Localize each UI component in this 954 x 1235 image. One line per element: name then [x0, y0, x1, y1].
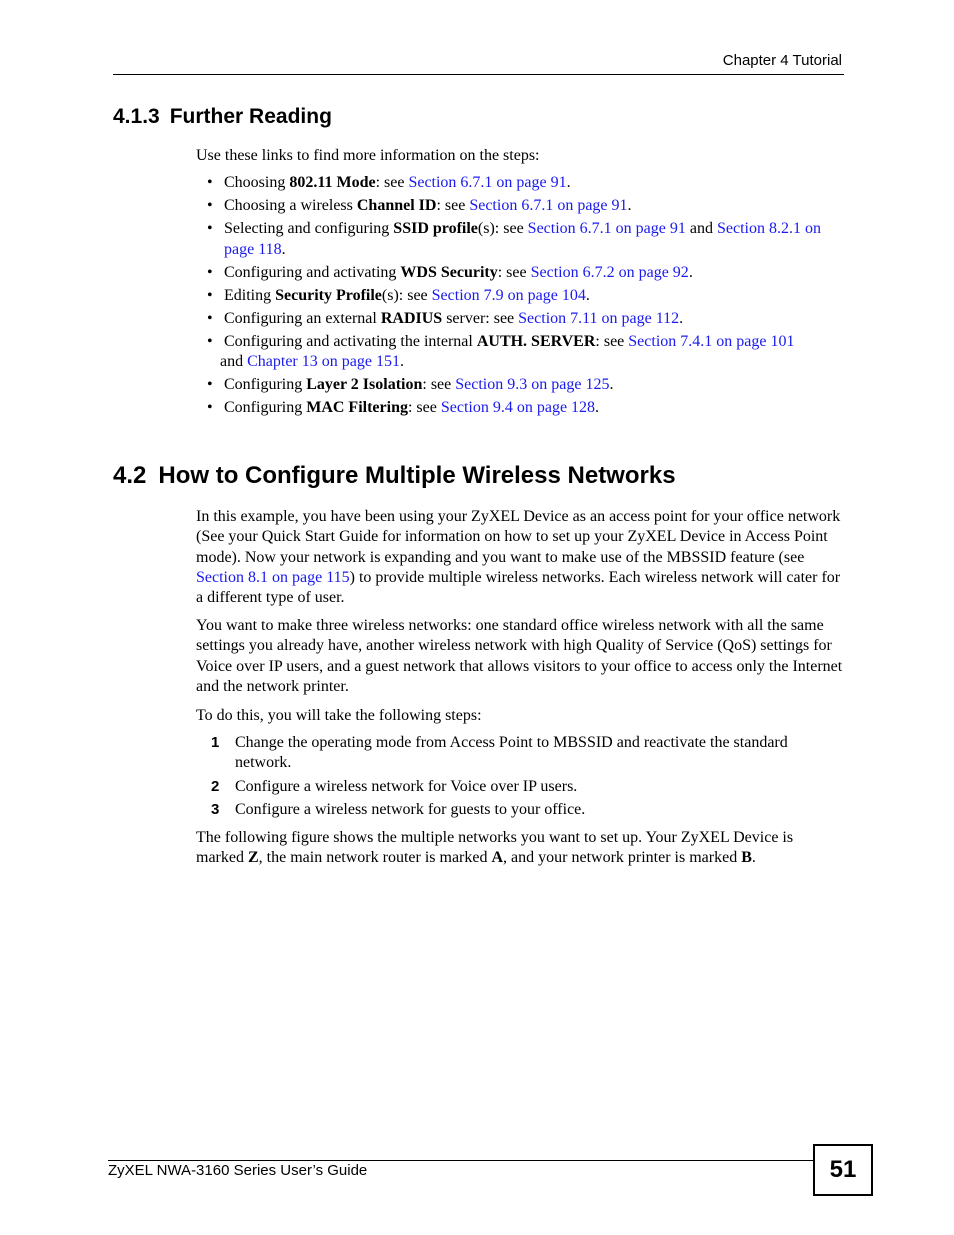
list-item: 1 Change the operating mode from Access Point to MBSSID and reactivate the standard network. — [211, 734, 788, 772]
cross-reference-link[interactable]: Section 6.7.1 on page 91 — [469, 197, 628, 214]
cross-reference-link[interactable]: Section 6.7.2 on page 92 — [530, 263, 689, 281]
header-rule — [113, 74, 844, 75]
cross-reference-link[interactable]: Section 9.3 on page 125 — [455, 376, 610, 393]
cross-reference-link[interactable]: Section 8.1 on page 115 — [196, 568, 350, 586]
section-number: 4.2 — [113, 462, 147, 489]
list-item: • Configuring and activating the internal AUTH. SERVER: see Section 7.4.1 on page 101 and Chapter 13 on page 151. — [206, 332, 846, 373]
steps-list — [211, 733, 841, 823]
running-footer: ZyXEL NWA-3160 Series User’s Guide — [108, 1162, 368, 1179]
footer-rule — [108, 1160, 814, 1161]
list-item: • Configuring an external RADIUS server: see Section 7.11 on page 112. — [206, 309, 846, 330]
cross-reference-link[interactable]: Section 6.7.1 on page 91 — [408, 174, 567, 191]
body-paragraph: You want to make three wireless networks: one standard office wireless network with all the same settings you already have, another wireless network with high Quality of Service (QoS) settings for Voice over IP users, and a guest network that allows visitors to your office to access only the Internet and the network printer. — [196, 617, 843, 695]
running-header: Chapter 4 Tutorial — [722, 52, 842, 69]
section-title: How to Configure Multiple Wireless Networks — [158, 462, 676, 489]
further-reading-list — [206, 173, 846, 421]
body-paragraph: The following figure shows the multiple networks you want to set up. Your ZyXEL Device is marked Z, the main network router is marked A, and your network printer is marked B. — [196, 829, 794, 867]
page-number: 51 — [813, 1144, 873, 1196]
list-item: • Choosing 802.11 Mode: see Section 6.7.1 on page 91. — [206, 173, 846, 194]
body-paragraph: In this example, you have been using your ZyXEL Device as an access point for your office network (See your Quick Start Guide for information on how to set up your ZyXEL Device in Access Point mode). Now your network is expanding and you want to make use of the MBSSID feature (see Section 8.1 on page 115) to provide multiple wireless networks. Each wireless network will cater for a different type of user. — [196, 508, 841, 607]
list-item: • Selecting and configuring SSID profile(s): see Section 6.7.1 on page 91 and Section 8.2.1 on page 118. — [206, 219, 846, 260]
list-item: • Configuring and activating WDS Security: see Section 6.7.2 on page 92. — [206, 263, 846, 284]
section-heading-4-1-3 — [113, 105, 332, 129]
cross-reference-link[interactable]: Section 7.11 on page 112 — [518, 309, 680, 327]
list-item: 2 Configure a wireless network for Voice over IP users. — [211, 777, 841, 797]
list-item: • Choosing a wireless Channel ID: see Section 6.7.1 on page 91. — [206, 196, 846, 217]
step-number: 3 — [211, 800, 220, 818]
section-heading-4-2 — [113, 462, 676, 490]
list-item: • Configuring Layer 2 Isolation: see Section 9.3 on page 125. — [206, 375, 846, 396]
section-number: 4.1.3 — [113, 105, 160, 128]
cross-reference-link[interactable]: Section 8.2.1 on page 118 — [224, 220, 821, 258]
list-item: • Editing Security Profile(s): see Section 7.9 on page 104. — [206, 286, 846, 307]
body-paragraph: To do this, you will take the following steps: — [196, 707, 482, 724]
cross-reference-link[interactable]: Section 7.9 on page 104 — [431, 286, 586, 304]
further-reading-intro: Use these links to find more information on the steps: — [196, 147, 540, 164]
section-title: Further Reading — [169, 105, 332, 128]
cross-reference-link[interactable]: Section 6.7.1 on page 91 — [527, 220, 686, 237]
cross-reference-link[interactable]: Section 7.4.1 on page 101 — [628, 332, 795, 350]
list-item: • Configuring MAC Filtering: see Section 9.4 on page 128. — [206, 398, 846, 419]
step-number: 1 — [211, 734, 220, 751]
step-number: 2 — [211, 777, 220, 795]
list-item: 3 Configure a wireless network for guests to your office. — [211, 800, 841, 820]
cross-reference-link[interactable]: Section 9.4 on page 128 — [440, 399, 596, 416]
cross-reference-link[interactable]: Chapter 13 on page 151 — [247, 353, 400, 370]
